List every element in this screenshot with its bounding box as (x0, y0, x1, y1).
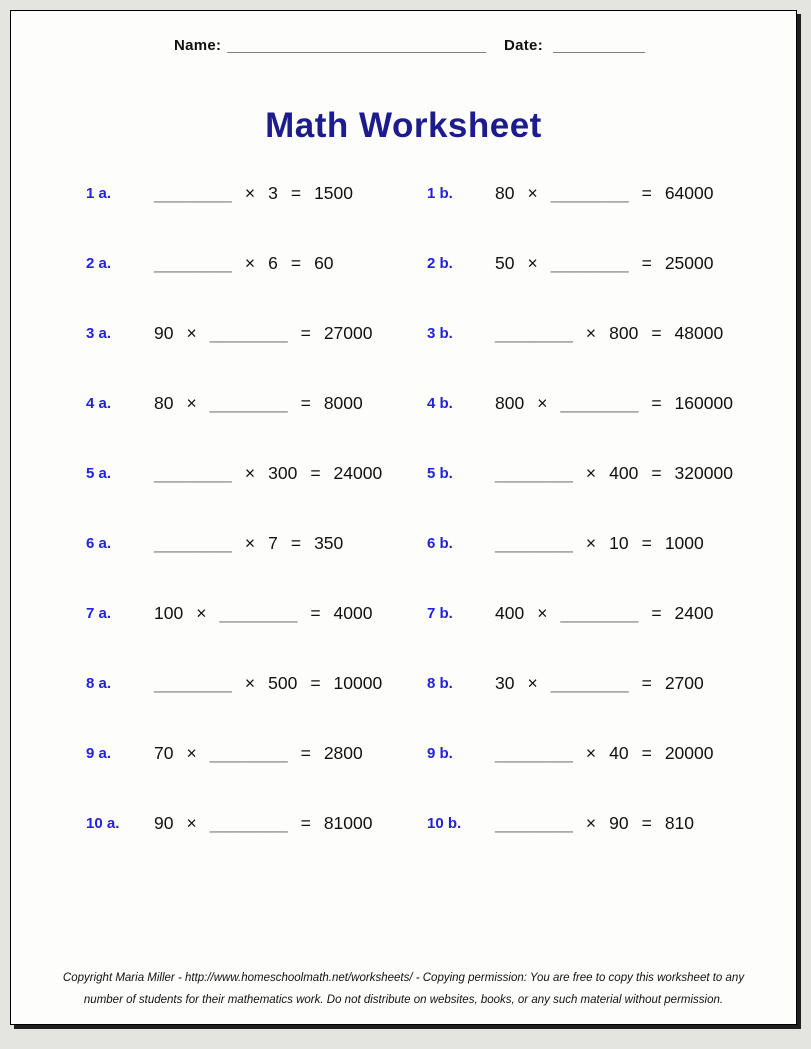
factor: 80 (154, 392, 174, 413)
answer-blank: ________ (209, 392, 288, 413)
answer-blank: ________ (560, 602, 639, 623)
multiply-sign: × (244, 462, 256, 483)
equals-sign: = (641, 252, 652, 273)
multiply-sign: × (244, 252, 256, 273)
answer-blank: ________ (550, 182, 629, 203)
problem-label: 10 b. (427, 814, 462, 832)
equals-sign: = (641, 812, 652, 833)
factor: 800 (609, 322, 639, 343)
problem-label: 4 b. (427, 394, 453, 412)
factor: 90 (154, 812, 174, 833)
result-value: 48000 (674, 322, 724, 343)
problem-label: 3 a. (86, 324, 112, 342)
equals-sign: = (310, 602, 321, 623)
result-value: 1000 (664, 532, 704, 553)
problem-label: 9 a. (86, 744, 112, 762)
problem-label: 6 b. (427, 534, 453, 552)
problem-expression (495, 813, 776, 834)
equals-sign: = (300, 812, 311, 833)
problem-label: 1 b. (427, 184, 453, 202)
problems-grid (11, 158, 796, 858)
problem-expression (154, 533, 427, 554)
answer-blank: ________ (154, 252, 232, 273)
factor: 10 (609, 532, 629, 553)
result-value: 20000 (664, 742, 714, 763)
result-value: 4000 (333, 602, 373, 623)
multiply-sign: × (527, 252, 538, 273)
factor: 3 (268, 182, 278, 203)
answer-blank: ________ (495, 322, 573, 343)
problem-expression (154, 393, 427, 414)
equals-sign: = (641, 672, 652, 693)
problem-label: 8 b. (427, 674, 453, 692)
factor: 400 (609, 462, 639, 483)
result-value: 64000 (664, 182, 714, 203)
problem-label: 6 a. (86, 534, 112, 552)
date-group (504, 37, 645, 54)
factor: 500 (268, 672, 298, 693)
factor: 70 (154, 742, 174, 763)
result-value: 2800 (323, 742, 363, 763)
answer-blank: ________ (560, 392, 639, 413)
header (11, 37, 796, 54)
factor: 90 (154, 322, 174, 343)
factor: 90 (609, 812, 629, 833)
problem-label: 3 b. (427, 324, 453, 342)
answer-blank: ________ (495, 532, 573, 553)
multiply-sign: × (186, 322, 197, 343)
worksheet-page (10, 10, 797, 1025)
equals-sign: = (290, 532, 302, 553)
result-value: 25000 (664, 252, 714, 273)
footer (11, 967, 796, 1024)
problem-expression (495, 603, 776, 624)
equals-sign: = (641, 532, 652, 553)
equals-sign: = (300, 392, 311, 413)
problem-label: 7 a. (86, 604, 112, 622)
answer-blank: ________ (495, 812, 573, 833)
footer-line-1: Copyright Maria Miller - http://www.homeschoolmath.net/worksheets/ - Copying permission: You are free to copy this worksheet to any (62, 972, 745, 984)
problem-expression (154, 743, 427, 764)
equals-sign: = (651, 322, 662, 343)
problem-expression (495, 463, 776, 484)
result-value: 1500 (314, 182, 354, 203)
problem-label: 2 b. (427, 254, 453, 272)
problem-expression (154, 323, 427, 344)
result-value: 10000 (333, 672, 383, 693)
problem-expression (495, 323, 776, 344)
answer-blank: ________ (154, 532, 232, 553)
result-value: 2400 (674, 602, 714, 623)
equals-sign: = (310, 462, 321, 483)
equals-sign: = (641, 182, 652, 203)
name-fill-line: _______________________________ (227, 37, 486, 54)
result-value: 8000 (323, 392, 363, 413)
problem-label: 9 b. (427, 744, 453, 762)
problem-label: 2 a. (86, 254, 112, 272)
answer-blank: ________ (550, 672, 629, 693)
result-value: 81000 (323, 812, 373, 833)
problem-label: 5 a. (86, 464, 112, 482)
problem-label: 1 a. (86, 184, 112, 202)
factor: 80 (495, 182, 515, 203)
problem-expression (495, 673, 776, 694)
problem-expression (495, 743, 776, 764)
equals-sign: = (651, 462, 662, 483)
multiply-sign: × (196, 602, 207, 623)
problem-label: 8 a. (86, 674, 112, 692)
answer-blank: ________ (495, 742, 573, 763)
factor: 6 (268, 252, 278, 273)
multiply-sign: × (585, 742, 597, 763)
equals-sign: = (651, 602, 662, 623)
result-value: 350 (314, 532, 344, 553)
multiply-sign: × (244, 182, 256, 203)
answer-blank: ________ (495, 462, 573, 483)
result-value: 60 (314, 252, 334, 273)
problem-label: 4 a. (86, 394, 112, 412)
problem-expression (154, 603, 427, 624)
result-value: 2700 (664, 672, 704, 693)
problem-expression (154, 463, 427, 484)
answer-blank: ________ (209, 812, 288, 833)
factor: 300 (268, 462, 298, 483)
multiply-sign: × (537, 602, 548, 623)
page-title: Math Worksheet (265, 106, 542, 145)
multiply-sign: × (527, 672, 538, 693)
result-value: 27000 (323, 322, 373, 343)
equals-sign: = (651, 392, 662, 413)
equals-sign: = (300, 322, 311, 343)
factor: 40 (609, 742, 629, 763)
name-label: Name: (174, 37, 222, 54)
equals-sign: = (310, 672, 321, 693)
factor: 30 (495, 672, 515, 693)
multiply-sign: × (244, 532, 256, 553)
problem-expression (495, 533, 776, 554)
problem-label: 7 b. (427, 604, 453, 622)
multiply-sign: × (186, 392, 197, 413)
multiply-sign: × (585, 812, 597, 833)
factor: 100 (154, 602, 184, 623)
problem-label: 5 b. (427, 464, 453, 482)
result-value: 810 (664, 812, 695, 833)
factor: 800 (495, 392, 525, 413)
multiply-sign: × (585, 532, 597, 553)
result-value: 24000 (333, 462, 383, 483)
equals-sign: = (300, 742, 311, 763)
factor: 7 (268, 532, 278, 553)
answer-blank: ________ (550, 252, 629, 273)
equals-sign: = (641, 742, 652, 763)
multiply-sign: × (244, 672, 256, 693)
answer-blank: ________ (154, 462, 232, 483)
problem-expression (495, 253, 776, 274)
problem-expression (495, 393, 776, 414)
factor: 50 (495, 252, 515, 273)
problem-label: 10 a. (86, 814, 120, 832)
equals-sign: = (290, 182, 302, 203)
result-value: 320000 (674, 462, 733, 483)
footer-line-2: number of students for their mathematics work. Do not distribute on websites, books, or any such material without permission. (83, 994, 724, 1006)
answer-blank: ________ (209, 322, 288, 343)
multiply-sign: × (585, 462, 597, 483)
factor: 400 (495, 602, 525, 623)
equals-sign: = (290, 252, 302, 273)
date-fill-line: ___________ (553, 37, 645, 54)
date-label: Date: (503, 37, 543, 54)
result-value: 160000 (674, 392, 733, 413)
multiply-sign: × (186, 742, 197, 763)
problem-expression (495, 183, 776, 204)
problem-expression (154, 673, 427, 694)
multiply-sign: × (186, 812, 197, 833)
problem-expression (154, 253, 427, 274)
multiply-sign: × (537, 392, 548, 413)
multiply-sign: × (527, 182, 538, 203)
answer-blank: ________ (209, 742, 288, 763)
problem-expression (154, 813, 427, 834)
answer-blank: ________ (154, 672, 232, 693)
answer-blank: ________ (219, 602, 298, 623)
multiply-sign: × (585, 322, 597, 343)
answer-blank: ________ (154, 182, 232, 203)
problem-expression (154, 183, 427, 204)
